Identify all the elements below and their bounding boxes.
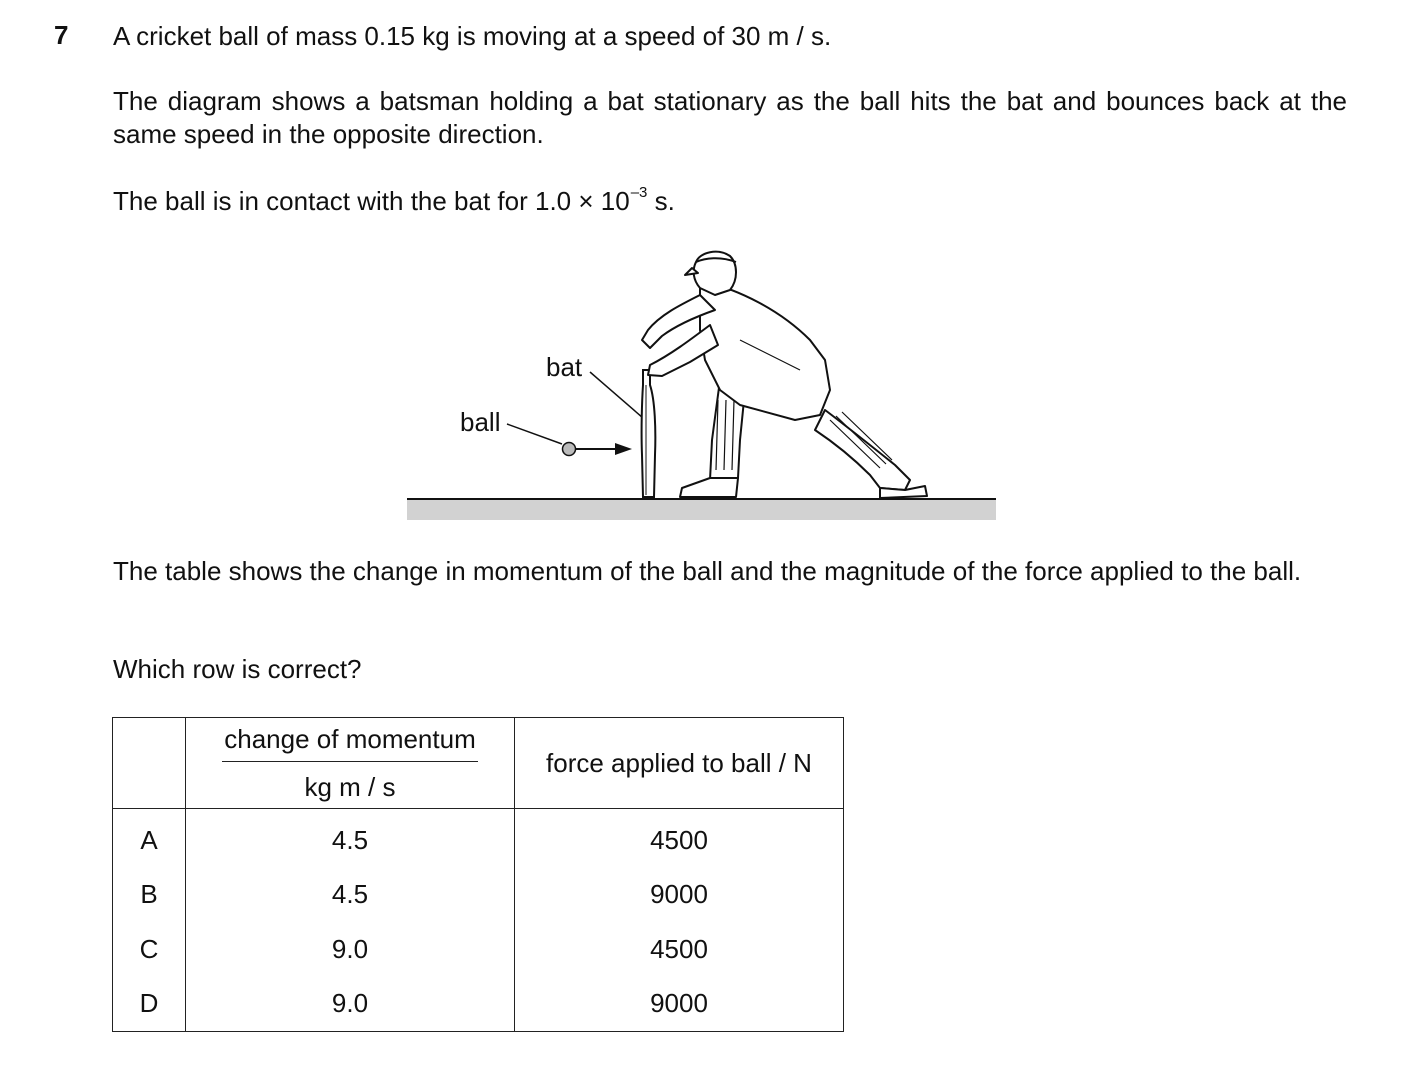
- arrow-head-icon: [615, 443, 632, 455]
- ground-strip: [407, 500, 996, 520]
- answer-table: [112, 717, 844, 1032]
- question-text-mass-speed: A cricket ball of mass 0.15 kg is moving at a speed of 30 m / s.: [113, 21, 832, 51]
- option-letter: D: [113, 977, 186, 1032]
- table-row[interactable]: [113, 922, 844, 977]
- question-prompt: Which row is correct?: [113, 654, 362, 684]
- ball-icon: [563, 443, 576, 456]
- bat-label: bat: [546, 352, 583, 382]
- option-letter: B: [113, 868, 186, 923]
- batsman-diagram: [400, 240, 1010, 530]
- momentum-value: 9.0: [186, 922, 515, 977]
- momentum-value: 4.5: [186, 868, 515, 923]
- header-momentum-unit: kg m / s: [304, 771, 396, 802]
- momentum-value: 9.0: [186, 977, 515, 1032]
- ball-leader-line: [507, 424, 562, 444]
- question-text-diagram-description: The diagram shows a batsman holding a bat stationary as the ball hits the bat and bounces back at the same speed in the opposite direction.: [113, 86, 1347, 149]
- table-header-row: [113, 718, 844, 809]
- question-text-contact-time: [113, 185, 1347, 222]
- table-row[interactable]: [113, 868, 844, 923]
- option-letter: A: [113, 809, 186, 868]
- force-value: 9000: [515, 868, 844, 923]
- question-text-table-description: The table shows the change in momentum of the ball and the magnitude of the force applied to the ball.: [113, 556, 1302, 586]
- header-force: force applied to ball / N: [515, 718, 844, 809]
- header-momentum-label: change of momentum: [222, 724, 477, 762]
- force-value: 4500: [515, 922, 844, 977]
- contact-time-unit: s.: [654, 186, 675, 216]
- force-value: 9000: [515, 977, 844, 1032]
- header-blank-cell: [113, 718, 186, 809]
- option-letter: C: [113, 922, 186, 977]
- bat-leader-line: [590, 372, 643, 418]
- question-number: 7: [54, 20, 69, 50]
- table-row[interactable]: [113, 809, 844, 868]
- force-value: 4500: [515, 809, 844, 868]
- header-momentum: [186, 718, 515, 809]
- momentum-value: 4.5: [186, 809, 515, 868]
- table-row[interactable]: [113, 977, 844, 1032]
- contact-time-exponent: –3: [630, 184, 648, 201]
- contact-time-text: The ball is in contact with the bat for 1.0 × 10: [113, 186, 630, 216]
- ball-label: ball: [460, 407, 501, 437]
- batsman-icon: [642, 252, 927, 498]
- bat-icon: [642, 370, 656, 497]
